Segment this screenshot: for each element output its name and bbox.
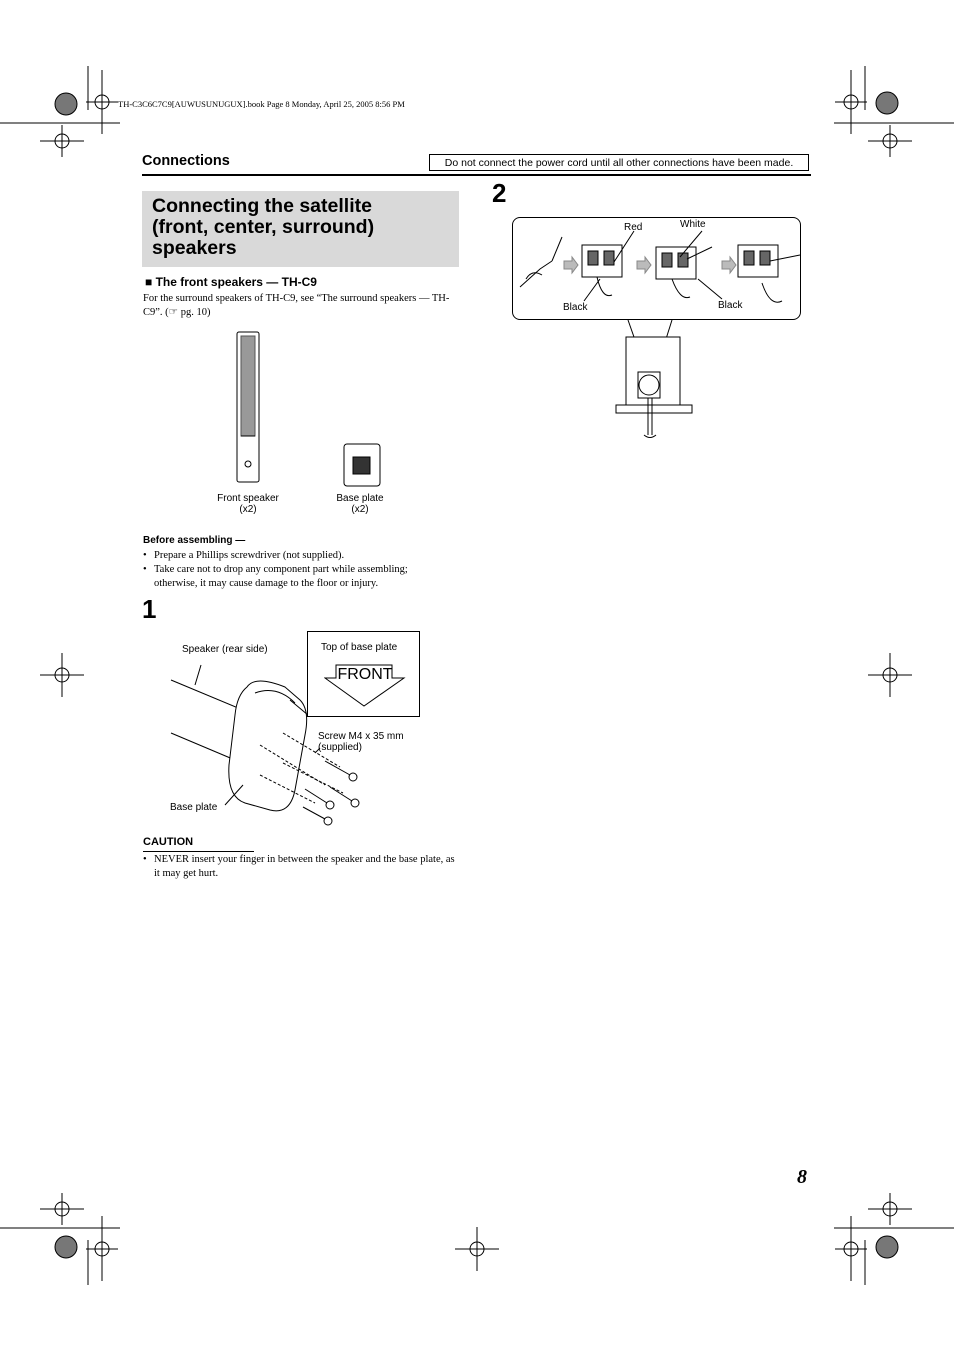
crosshair-icon <box>868 653 912 697</box>
red-wire-label: Red <box>624 222 643 233</box>
parts-illustration <box>230 328 400 493</box>
base-plate-label: Base plate <box>170 802 218 813</box>
power-cord-notice: Do not connect the power cord until all other connections have been made. <box>429 154 809 171</box>
speaker-rear-label: Speaker (rear side) <box>182 644 268 655</box>
crosshair-icon <box>86 70 118 134</box>
front-speakers-heading: ■ The front speakers — TH-C9 <box>145 275 317 289</box>
caution-rule <box>143 851 254 852</box>
caution-heading: CAUTION <box>143 836 194 848</box>
black-wire-label-left: Black <box>563 302 588 313</box>
arrow-right-icon <box>564 257 578 273</box>
front-speaker-caption: Front speaker (x2) <box>217 493 279 515</box>
base-plate-caption: Base plate (x2) <box>336 493 384 515</box>
square-bullet-icon: ■ <box>145 275 153 289</box>
crosshair-icon <box>868 125 912 157</box>
step-2-number: 2 <box>492 178 507 208</box>
list-item: • NEVER insert your finger in between the speaker and the base plate, as it may get hurt. <box>143 853 461 881</box>
surround-note: For the surround speakers of TH-C9, see “The surround speakers — TH-C9”. (☞ pg. 10) <box>143 293 450 318</box>
terminal-icon <box>738 245 800 302</box>
section-label: Connections <box>142 153 230 169</box>
crosshair-icon <box>86 1216 118 1281</box>
terminal-icon <box>582 245 622 296</box>
black-wire-label-right: Black <box>718 300 743 311</box>
arrow-right-icon <box>637 257 651 273</box>
caution-list <box>143 853 461 881</box>
front-label: FRONT <box>337 666 393 683</box>
crosshair-icon <box>835 1216 867 1281</box>
crosshair-icon <box>40 125 84 157</box>
before-assembling-list <box>143 549 448 591</box>
list-item: • Take care not to drop any component part while assembling; otherwise, it may cause damage to the floor or injury. <box>143 563 448 591</box>
crosshair-icon <box>868 1193 912 1225</box>
top-of-base-plate-callout: Top of base plate FRONT <box>307 631 420 717</box>
list-item: • Prepare a Phillips screwdriver (not supplied). <box>143 549 448 563</box>
page-title: Connecting the satellite (front, center, surround) speakers <box>152 195 375 259</box>
crosshair-icon <box>835 70 867 134</box>
before-assembling-heading: Before assembling — <box>143 535 246 546</box>
terminal-icon <box>656 247 712 298</box>
screw-size-label: Screw M4 x 35 mm <box>318 731 404 742</box>
step-1-number: 1 <box>142 594 157 624</box>
page-number: 8 <box>797 1166 807 1188</box>
arrow-right-icon <box>722 257 736 273</box>
crosshair-icon <box>40 1193 84 1225</box>
wiring-diagram <box>512 217 812 442</box>
white-wire-label: White <box>680 219 706 230</box>
screw-supplied-label: (supplied) <box>318 742 362 753</box>
base-plate-shape <box>229 681 307 811</box>
title-box <box>142 191 459 267</box>
header-rule <box>142 174 811 176</box>
crosshair-icon <box>455 1227 499 1271</box>
crosshair-icon <box>40 653 84 697</box>
print-info: TH-C3C6C7C9[AUWUSUNUGUX].book Page 8 Monday, April 25, 2005 8:56 PM <box>118 99 405 109</box>
